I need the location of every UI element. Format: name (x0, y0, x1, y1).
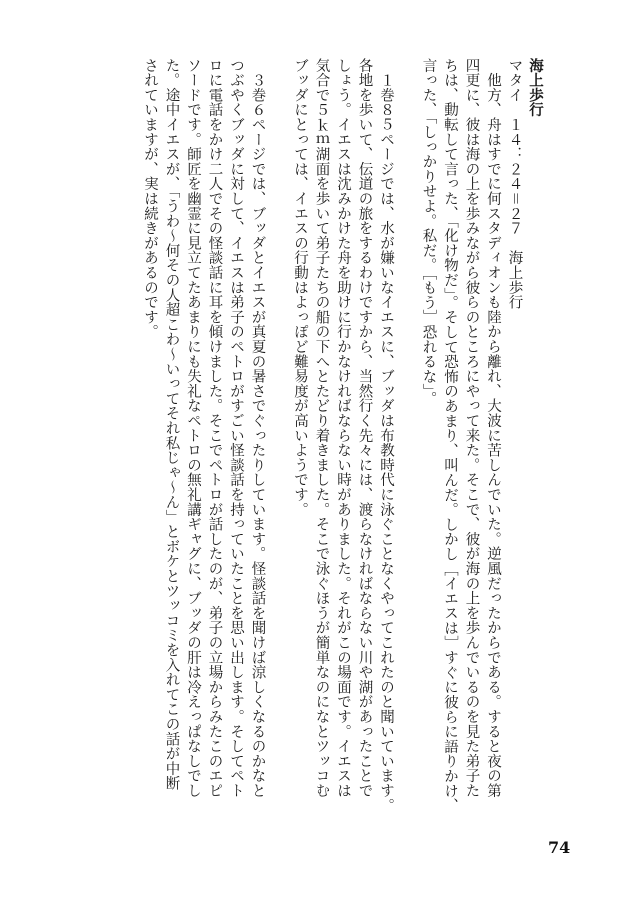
scripture-line: 他方、舟はすでに何スタディオンも陸から離れ、大波に苦しんでいた。逆風だったからである。すると夜の第 (485, 58, 501, 798)
paragraph1-line: １巻８５ページでは、水が嫌いなイエスに、ブッダは布教時代に泳ぐことなくやってこれたのと聞いています。 (378, 58, 394, 813)
paragraph1-line: ブッダにとっては、イエスの行動はよっぽど難易度が高いようです。 (292, 58, 308, 517)
paragraph2-line: ３巻６ページでは、ブッダとイエスが真夏の暑さでぐったりしています。怪談話を聞けば涼しくなるのかなと (249, 58, 266, 798)
paragraph2-line: つぶやくブッダに対して、イエスは弟子のペトロがすごい怪談話を持っていたことを思い出します。そしてペト (228, 58, 244, 798)
paragraph1-line: 各地を歩いて、伝道の旅をするわけですから、当然行く先々には、渡らなければならない川や湖があったことで (356, 58, 373, 798)
paragraph-gap (268, 58, 289, 828)
paragraph2-line: ソードです。師匠を幽霊に見立てたあまりにも失礼なペトロの無礼講ギャグに、ブッダの肝は冷えっぱなしでし (185, 58, 201, 798)
scripture-line: ちは、動転して言った、「化け物だ」。そして恐怖のあまり、叫んだ。しかし［イエスは］すぐに彼らに語りかけ、 (442, 58, 458, 814)
page-number: 74 (548, 838, 571, 857)
paragraph-gap (396, 58, 417, 828)
section-heading: 海上歩行 (527, 58, 544, 118)
paragraph1-line: 気合で５ｋｍ湖面を歩いて弟子たちの船の下へとたどり着きました。そこで泳ぐほうが簡単なのになとツッコむ (313, 58, 330, 798)
paragraph2-line: されていますが、実は続きがあるのです。 (142, 58, 158, 340)
paragraph2-line: た。途中イエスが、「うわ～何その人超こわ～いってそれ私じゃ～ん」とボケとツッコミを入れてこの話が中断 (163, 58, 180, 791)
paragraph2-line: ロに電話をかけ二人でその怪談話に耳を傾けました。そこでペトロが話したのが、弟子の立場からみたこのエピ (206, 58, 223, 798)
verse-reference: マタイ １４：２４＝２７ 海上歩行 (506, 58, 523, 310)
paragraph1-line: しょう。イエスは沈みかけた舟を助けに行かなければならない時がありました。それがこの場面です。イエスは (335, 58, 351, 798)
scripture-line: 言った、「しっかりせよ。私だ。［もう］恐れるな」。 (420, 58, 437, 407)
scripture-line: 四更に、彼は海の上を歩みながら彼らのところにやって来た。そこで、彼が海の上を歩んでいるのを見た弟子た (463, 58, 480, 798)
vertical-text-block (76, 58, 546, 828)
